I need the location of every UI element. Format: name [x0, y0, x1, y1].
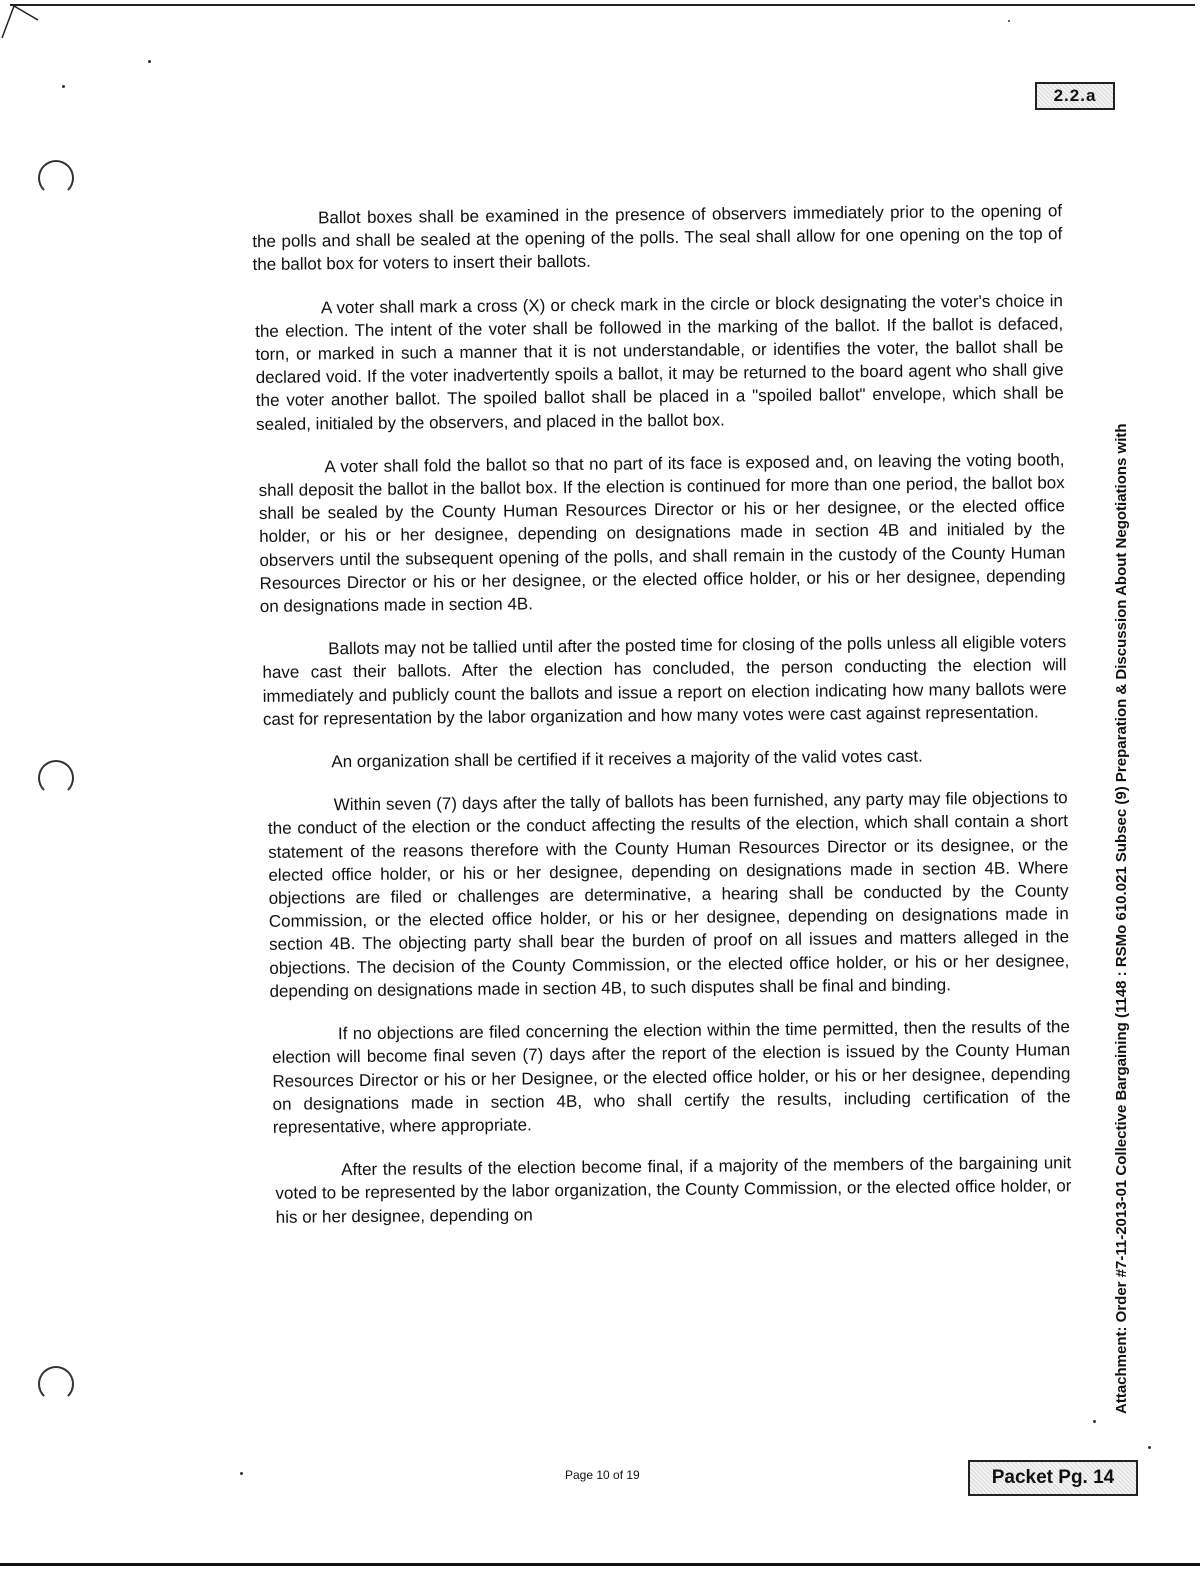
attachment-sidebar-label: Attachment: Order #7-11-2013-01 Collective Bargaining (1148 : RSMo 610.021 Subsec (9) Preparation & Discussion About Negotiations with	[1113, 423, 1130, 1414]
body-paragraph: Ballot boxes shall be examined in the presence of observers immediately prior to the opening of the polls and shall be sealed at the opening of the polls. The seal shall allow for one opening on the top of the ballot box for voters to insert their ballots.	[252, 201, 1063, 275]
body-paragraph: A voter shall fold the ballot so that no part of its face is exposed and, on leaving the voting booth, shall deposit the ballot in the ballot box. If the election is continued for more than one period, the ballot box shall be sealed by the County Human Resources Director or his or her designee, or the elected office holder, or his or her designee, depending on designations made in section 4B and initialed by the observers until the subsequent opening of the polls, and shall remain in the custody of the County Human Resources Director or his or her designee, or the elected office holder, or his or her designee, depending on designations made in section 4B.	[258, 450, 1066, 616]
document-body	[252, 199, 1072, 1248]
scan-speck	[148, 60, 151, 63]
body-paragraph: Ballots may not be tallied until after the posted time for closing of the polls unless all eligible voters have cast their ballots. After the election has concluded, the person conducting the election will immediately and publicly count the ballots and issue a report on election indicating how many ballots were cast for representation by the labor organization and how many votes were cast against representation.	[262, 632, 1067, 729]
scan-speck	[1008, 20, 1010, 22]
body-paragraph: After the results of the election become final, if a majority of the members of the bargaining unit voted to be represented by the labor organization, the County Commission, or the elected office holder, or his or her designee, depending on	[275, 1153, 1072, 1227]
scan-speck	[1093, 1420, 1096, 1423]
binder-hole-mark	[38, 160, 74, 196]
body-paragraph: If no objections are filed concerning the election within the time permitted, then the results of the election will become final seven (7) days after the report of the election is issued by the County Human Resources Director or his or her Designee, or the elected office holder, or his or her designee, depending on designations made in section 4B, who shall certify the results, including certification of the representative, where appropriate.	[272, 1017, 1071, 1137]
body-paragraph: A voter shall mark a cross (X) or check mark in the circle or block designating the voter's choice in the election. The intent of the voter shall be followed in the marking of the ballot. If the ballot is defaced, torn, or marked in such a manner that it is not understandable, or identifies the voter, the ballot shall be declared void. If the voter inadvertently spoils a ballot, it may be returned to the board agent who shall give the voter another ballot. The spoiled ballot shall be placed in a "spoiled ballot" envelope, which shall be sealed, initialed by the observers, and placed in the ballot box.	[255, 290, 1064, 434]
scan-speck	[1148, 1446, 1151, 1449]
binder-hole-mark	[38, 760, 74, 796]
bottom-border-line	[0, 1563, 1200, 1566]
page-number: Page 10 of 19	[565, 1468, 640, 1482]
scan-speck	[62, 85, 65, 88]
top-border-line	[10, 4, 1195, 6]
scan-speck	[240, 1472, 243, 1475]
packet-page-badge: Packet Pg. 14	[968, 1460, 1138, 1496]
body-paragraph: An organization shall be certified if it receives a majority of the valid votes cast.	[331, 746, 923, 772]
page-corner-arrow-icon	[0, 0, 40, 45]
binder-hole-mark	[38, 1366, 74, 1402]
item-number-badge: 2.2.a	[1035, 82, 1115, 110]
body-paragraph: Within seven (7) days after the tally of ballots has been furnished, any party may file objections to the conduct of the election or the conduct affecting the results of the election, which shall contain a short statement of the reasons therefore with the County Human Resources Director or its designee, or the elected office holder, or his or her designee, depending on designations made in section 4B. Where objections are filed or challenges are determinative, a hearing shall be conducted by the County Commission, or the elected office holder, or his or her designee, depending on designations made in section 4B. The objecting party shall bear the burden of proof on all issues and matters alleged in the objections. The decision of the County Commission, or the elected office holder, or his or her designee, depending on designations made in section 4B, to such disputes shall be final and binding.	[267, 788, 1070, 1001]
